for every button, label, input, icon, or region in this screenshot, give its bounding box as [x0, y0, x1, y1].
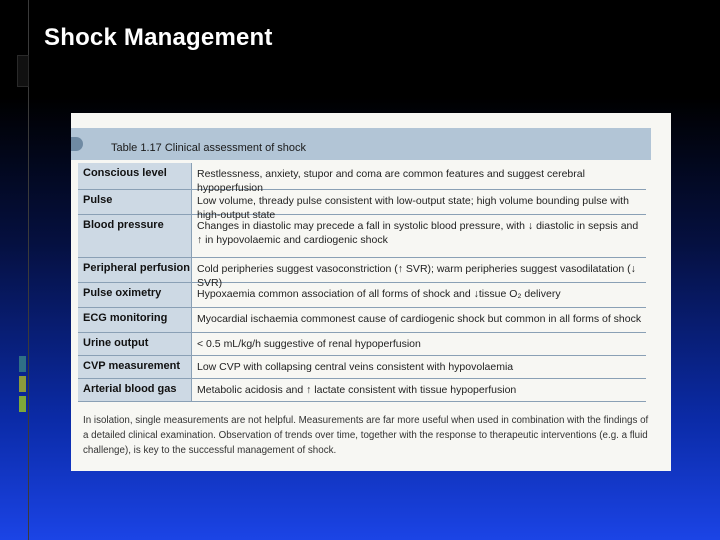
row-label-cell — [78, 283, 192, 307]
table-row — [78, 258, 646, 289]
slide-title: Shock Management — [44, 24, 273, 51]
table-row — [78, 379, 646, 402]
table-row — [78, 283, 646, 308]
table-row — [78, 215, 646, 258]
row-label: CVP measurement — [83, 360, 181, 372]
row-description: Changes in diastolic may precede a fall in systolic blood pressure, with ↓ diastolic in sepsis and ↑ in hypovolaemic and cardiogenic shock — [197, 220, 639, 246]
row-label-cell — [78, 379, 192, 401]
table-title: Table 1.17 Clinical assessment of shock — [111, 142, 307, 154]
row-description: Metabolic acidosis and ↑ lactate consistent with tissue hypoperfusion — [197, 384, 517, 396]
table-row — [78, 356, 646, 379]
row-label-cell — [78, 308, 192, 332]
row-description: Myocardial ischaemia commonest cause of cardiogenic shock but common in all forms of shock — [197, 313, 642, 325]
row-label: Blood pressure — [83, 219, 164, 231]
accent-bar-top — [17, 55, 29, 87]
table-image — [71, 113, 671, 471]
row-label: Pulse — [83, 194, 113, 206]
row-description: Cold peripheries suggest vasoconstriction (↑ SVR); warm peripheries suggest vasodilatation (↓ SVR) — [197, 263, 636, 289]
row-description: Hypoxaemia common association of all forms of shock and ↓tissue O₂ delivery — [197, 288, 561, 300]
accent-bar-olive — [19, 376, 26, 392]
accent-bar-teal — [19, 356, 26, 372]
row-label: Urine output — [83, 337, 149, 349]
table-footnote: In isolation, single measurements are not helpful. Measurements are far more useful when used in combination with the findings of a detailed clinical examination. Observation of trends over time, together with the response to therapeutic interventions (e.g. a fluid challenge), is key to the successful management of shock. — [83, 415, 649, 456]
row-label-cell — [78, 190, 192, 214]
row-description: Low volume, thready pulse consistent with low-output state; high volume bounding pulse with high-output state — [197, 195, 629, 221]
row-label: Arterial blood gas — [83, 383, 177, 395]
row-description: Restlessness, anxiety, stupor and coma are common features and suggest cerebral hypoperfusion — [197, 168, 585, 194]
row-label: Pulse oximetry — [83, 287, 162, 299]
row-label-cell — [78, 356, 192, 378]
accent-bar-green — [19, 396, 26, 412]
row-description: Low CVP with collapsing central veins consistent with hypovolaemia — [197, 361, 514, 373]
row-label-cell — [78, 163, 192, 189]
table-row — [78, 163, 646, 194]
row-label-cell — [78, 258, 192, 282]
row-label: Peripheral perfusion — [83, 262, 190, 274]
row-label: Conscious level — [83, 167, 167, 179]
table-row — [78, 333, 646, 356]
row-label-cell — [78, 215, 192, 257]
row-label: ECG monitoring — [83, 312, 168, 324]
row-description: < 0.5 mL/kg/h suggestive of renal hypoperfusion — [197, 338, 421, 350]
row-label-cell — [78, 333, 192, 355]
table-row — [78, 190, 646, 221]
table-row — [78, 308, 646, 333]
